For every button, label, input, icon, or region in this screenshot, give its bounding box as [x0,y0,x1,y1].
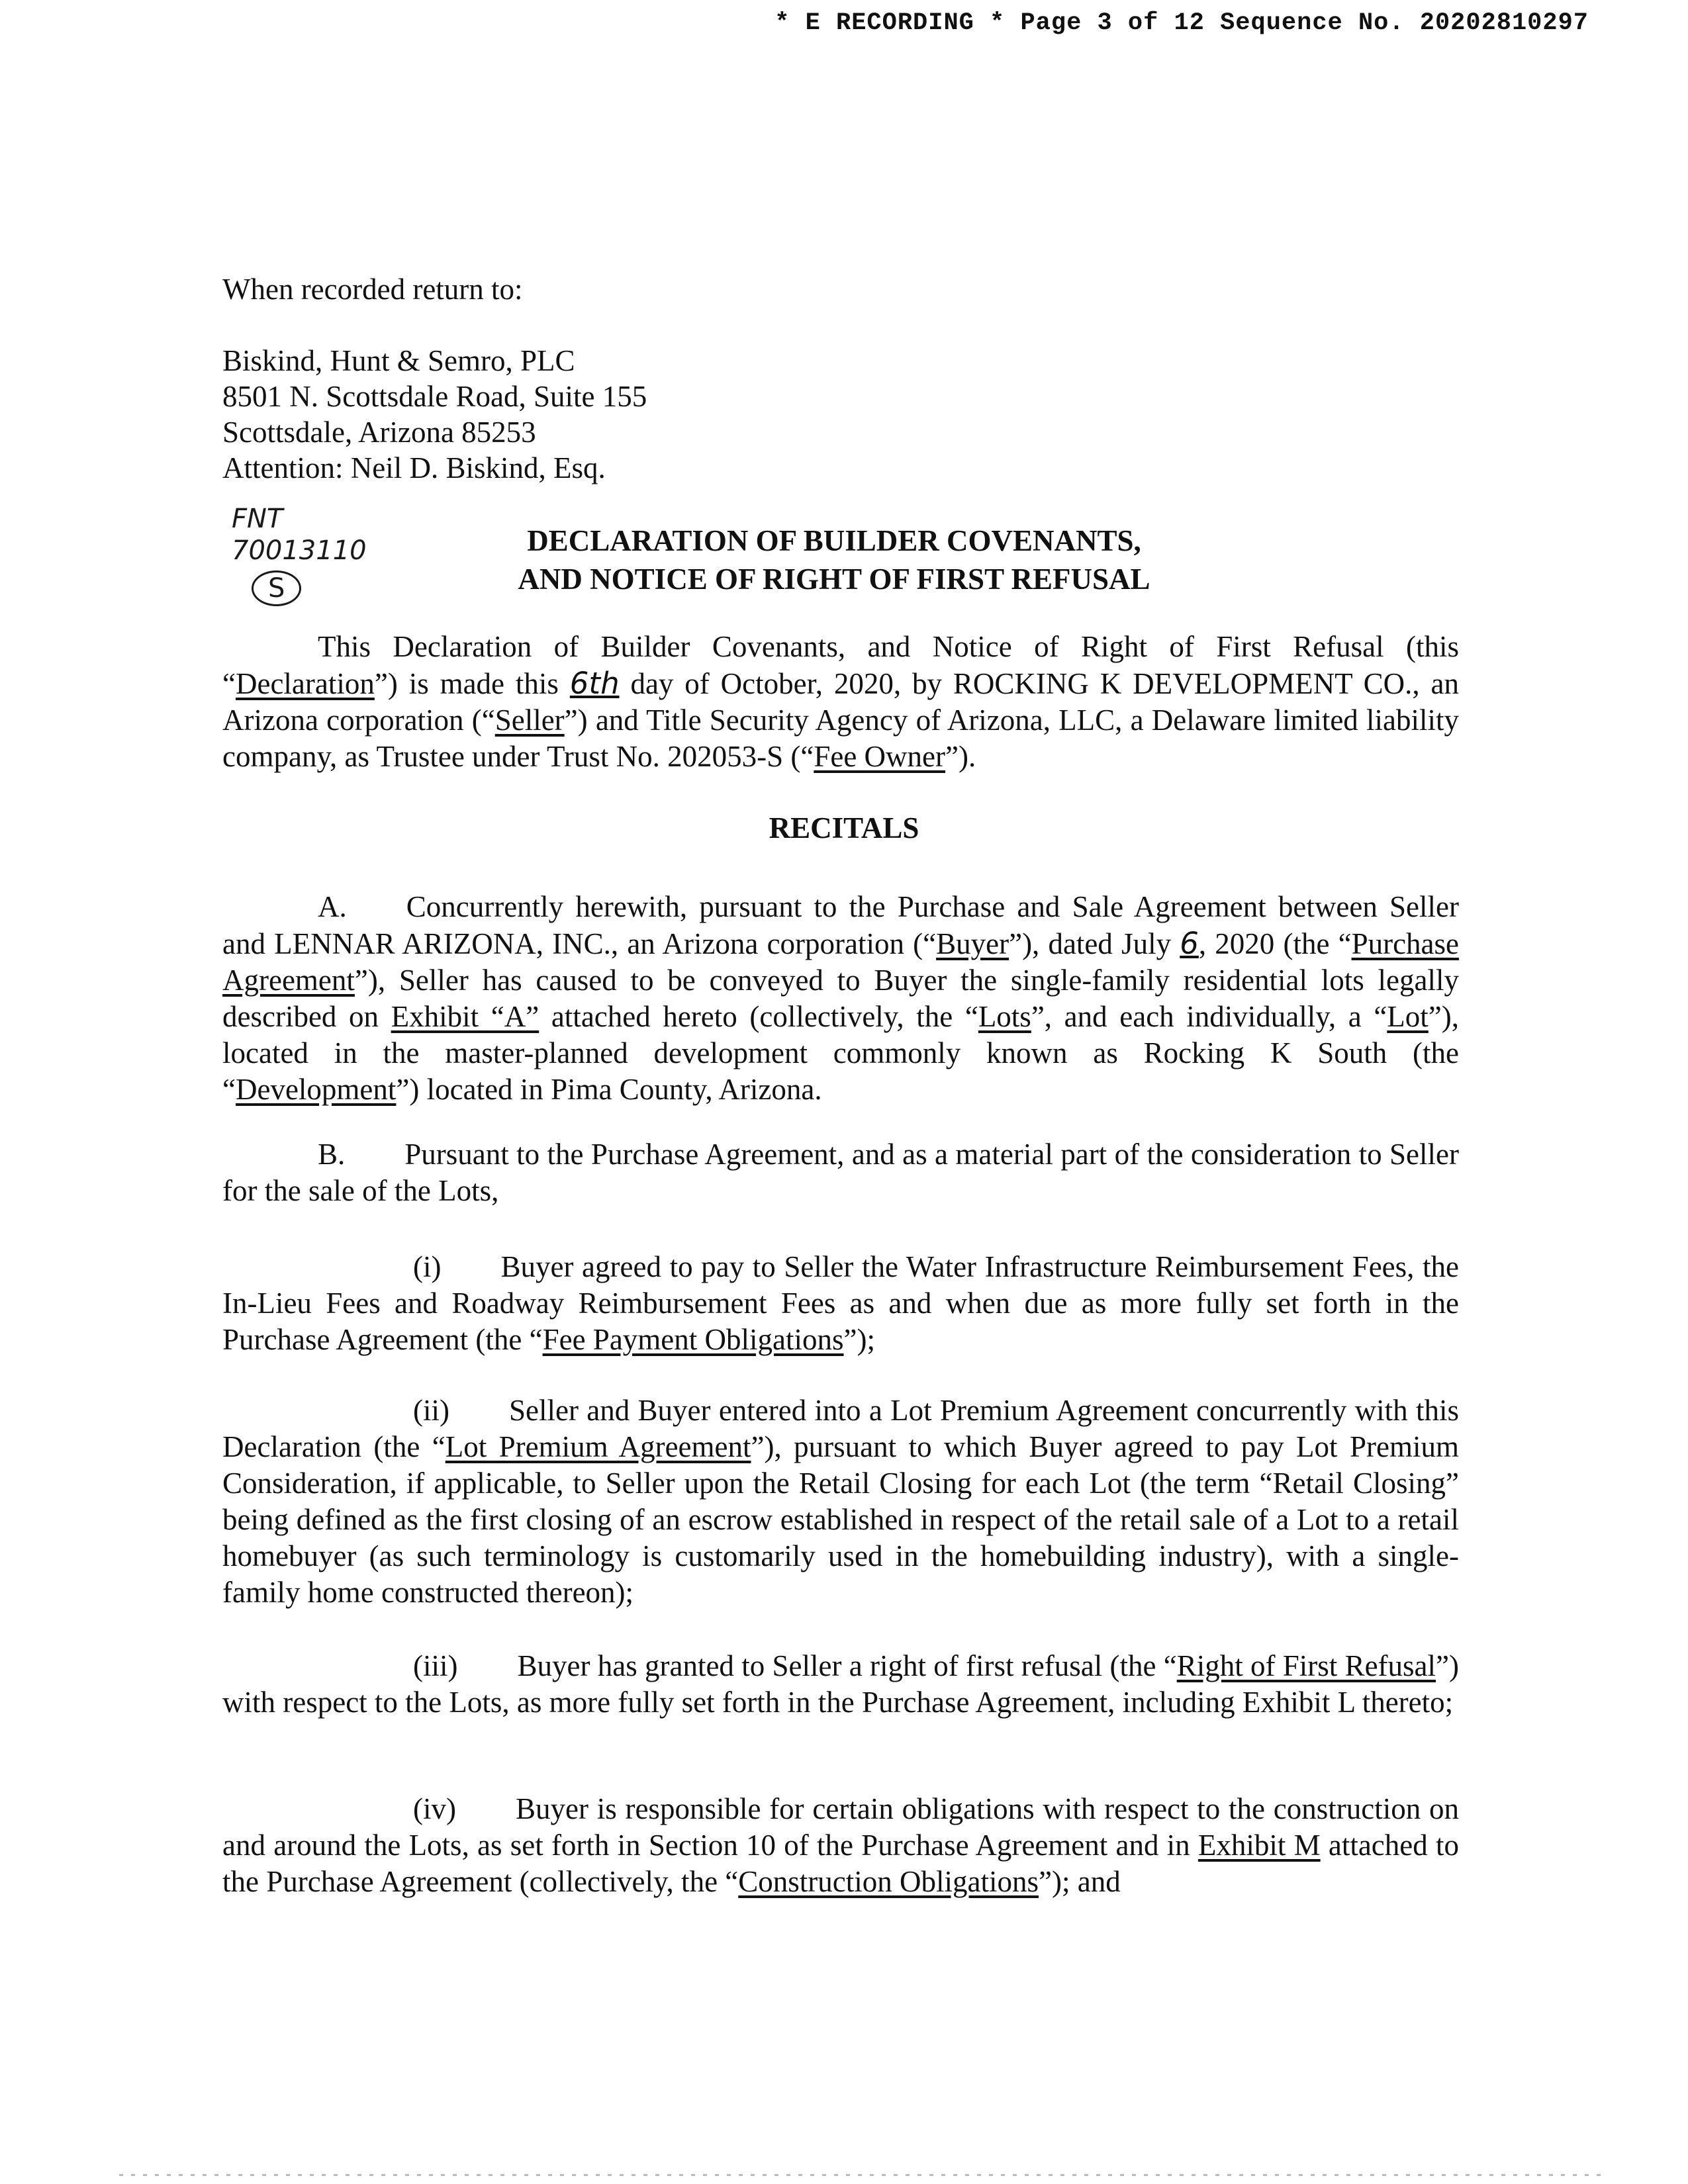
recital-item-iii [222,1648,1459,1721]
defined-term-lots: Lots [978,1000,1031,1033]
exhibit-a-reference: Exhibit “A” [391,1000,539,1033]
defined-term-construction-obligations: Construction Obligations [738,1865,1039,1898]
title-line2: AND NOTICE OF RIGHT OF FIRST REFUSAL [518,563,1150,596]
return-address-block [222,271,647,486]
recital-text: ”); [843,1323,875,1356]
handwritten-notation [232,503,367,606]
recital-text: (i) Buyer agreed to pay to Seller the Water Infrastructure Reimbursement Fees, the In-Lieu Fees and Roadway Reimbursement Fees as and when due as more fully set forth in the Purchase Agreement (the “ [222,1250,1459,1356]
handwritten-circled-mark: S [252,570,301,606]
recital-text: ”), located in the master-planned development commonly known as Rocking K South (the “ [222,1000,1460,1106]
defined-term-lot-premium-agreement: Lot Premium Agreement [445,1430,751,1463]
recital-text: ”), dated July [1009,927,1180,960]
recording-header: * E RECORDING * Page 3 of 12 Sequence No. 20202810297 [774,9,1589,37]
recital-item-iv [222,1791,1459,1900]
recital-text: ”) with respect to the Lots, as more fully set forth in the Purchase Agreement, including Exhibit L thereto; [222,1649,1460,1719]
recitals-heading: RECITALS [769,811,919,844]
return-label: When recorded return to: [222,273,523,306]
handwritten-note-line1: FNT [232,504,283,534]
handwritten-note-line2: 70013110 [232,535,367,566]
firm-name: Biskind, Hunt & Semro, PLC [222,344,575,377]
defined-term-declaration: Declaration [235,667,375,700]
intro-text: This Declaration of Builder Covenants, and Notice of Right of First Refusal (this “ [222,630,1459,700]
attention-line: Attention: Neil D. Biskind, Esq. [222,451,606,484]
defined-term-development: Development [235,1073,397,1106]
defined-term-buyer: Buyer [936,927,1009,960]
scan-artifact-line [119,2174,1609,2176]
recital-text: ”) located in Pima County, Arizona. [396,1073,822,1106]
intro-paragraph [222,629,1459,775]
handwritten-day: 6 [1180,926,1199,961]
handwritten-day: 6th [569,666,620,701]
recital-text: (iv) Buyer is responsible for certain obligations with respect to the construction on and around the Lots, as set forth in Section 10 of the Purchase Agreement and in [222,1792,1459,1862]
recital-text: ”), Seller has caused to be conveyed to Buyer the single-family residential lots legally described on [222,964,1459,1033]
recital-text: (ii) Seller and Buyer entered into a Lot Premium Agreement concurrently with this Declaration (the “ [222,1394,1459,1463]
recital-item-i [222,1249,1459,1358]
recital-a [222,889,1459,1108]
city-state-zip: Scottsdale, Arizona 85253 [222,416,536,449]
exhibit-m-reference: Exhibit M [1197,1829,1321,1862]
document-title [503,522,1165,598]
street-address: 8501 N. Scottsdale Road, Suite 155 [222,380,647,413]
defined-term-fee-owner: Fee Owner [814,740,946,773]
defined-term-right-of-first-refusal: Right of First Refusal [1176,1649,1436,1682]
defined-term-purchase-agreement: Purchase Agreement [222,927,1460,997]
recital-text: A. Concurrently herewith, pursuant to the Purchase and Sale Agreement between Seller and LENNAR ARIZONA, INC., an Arizona corporation (“ [222,890,1459,960]
intro-text: ”) and Title Security Agency of Arizona, LLC, a Delaware limited liability company, as Trustee under Trust No. 202053-S (“ [222,704,1459,773]
recital-text: ”), pursuant to which Buyer agreed to pay Lot Premium Consideration, if applicable, to Seller upon the Retail Closing for each Lot (the term “Retail Closing” being defined as the first closing of an escrow established in respect of the retail sale of a Lot to a retail homebuyer (as such terminology is customarily used in the homebuilding industry), with a single-family home constructed thereon); [222,1430,1459,1609]
defined-term-seller: Seller [494,704,565,737]
title-line1: DECLARATION OF BUILDER COVENANTS, [527,524,1141,557]
intro-text: day of October, 2020, by ROCKING K DEVELOPMENT CO., an Arizona corporation (“ [222,667,1459,737]
intro-text: ”) is made this [374,667,570,700]
recital-text: attached hereto (collectively, the “ [539,1000,978,1033]
recital-text: ”); and [1039,1865,1121,1898]
intro-text: ”). [945,740,976,773]
recital-text: B. Pursuant to the Purchase Agreement, and as a material part of the consideration to Seller for the sale of the Lots, [222,1138,1459,1207]
recital-text: ”, and each individually, a “ [1031,1000,1387,1033]
defined-term-lot: Lot [1387,1000,1429,1033]
recital-text: , 2020 (the “ [1198,927,1352,960]
recital-item-ii [222,1392,1459,1611]
recital-text: attached to the Purchase Agreement (collectively, the “ [222,1829,1459,1898]
recital-text: (iii) Buyer has granted to Seller a right of first refusal (the “ [413,1649,1177,1682]
defined-term-fee-payment-obligations: Fee Payment Obligations [542,1323,844,1356]
recital-b [222,1136,1459,1209]
